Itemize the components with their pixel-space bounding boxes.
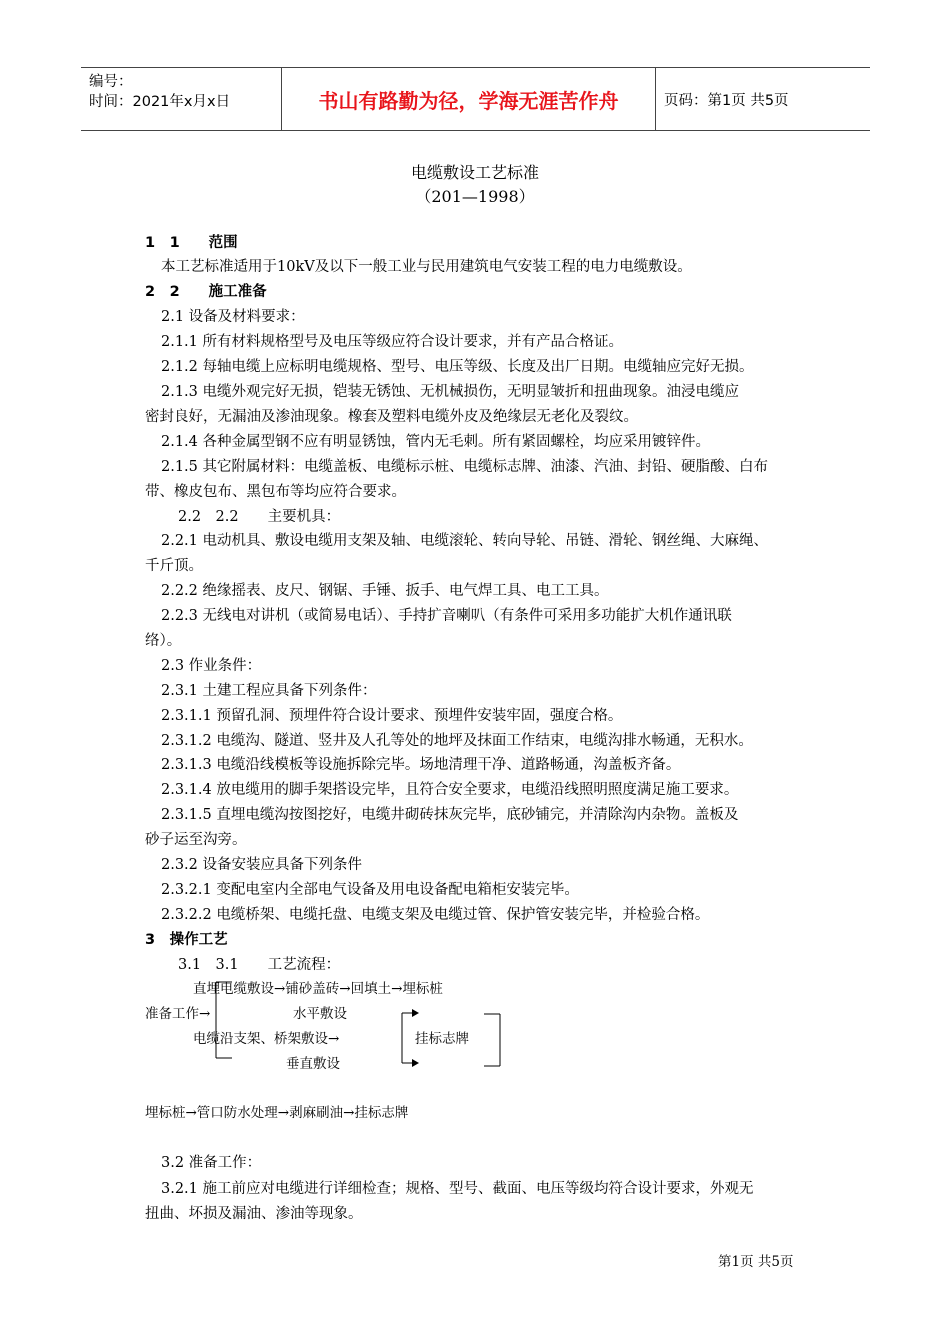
number-label: 编号： [89, 74, 133, 90]
page-footer: 第1页 共5页 [718, 1254, 794, 1270]
time-label: 时间：2021年x月x日 [89, 94, 231, 110]
paragraph-line: 密封良好，无漏油及渗油现象。橡套及塑料电缆外皮及绝缘层无老化及裂纹。 [145, 409, 638, 425]
header-slogan: 书山有路勤为径，学海无涯苦作舟 [318, 88, 619, 113]
doc-title: 电缆敷设工艺标准 [410, 163, 539, 182]
paragraph-line: 2.1.1 所有材料规格型号及电压等级应符合设计要求，并有产品合格证。 [161, 334, 624, 350]
section-heading: 1 1 范围 [145, 235, 238, 251]
paragraph-line: 2.1 设备及材料要求： [161, 309, 305, 325]
paragraph-line: 络）。 [145, 633, 182, 649]
paragraph-line: 3.1 3.1 工艺流程： [178, 957, 341, 973]
paragraph-line: 扭曲、坏损及漏油、渗油等现象。 [145, 1206, 363, 1222]
paragraph-line: 砂子运至沟旁。 [145, 832, 247, 848]
paragraph-line: 本工艺标准适用于10kV及以下一般工业与民用建筑电气安装工程的电力电缆敷设。 [161, 259, 692, 275]
flow-step-tray: 电缆沿支架、桥架敷设→ [193, 1031, 340, 1047]
paragraph-line: 2.2 2.2 主要机具： [178, 509, 341, 525]
paragraph-line: 2.2.2 绝缘摇表、皮尺、钢锯、手锤、扳手、电气焊工具、电工工具。 [161, 583, 609, 599]
section-heading: 3 操作工艺 [145, 932, 228, 948]
flow-step-prep: 准备工作→ [145, 1006, 211, 1022]
paragraph-line: 2.3.2 设备安装应具备下列条件 [161, 857, 363, 873]
doc-code: （201—1998） [415, 187, 535, 206]
paragraph-line: 千斤顶。 [145, 558, 203, 574]
paragraph-line: 3.2.1 施工前应对电缆进行详细检查；规格、型号、截面、电压等级均符合设计要求，外观无 [161, 1181, 754, 1197]
paragraph-line: 2.3.1.1 预留孔洞、预埋件符合设计要求、预埋件安装牢固，强度合格。 [161, 708, 623, 724]
paragraph-line: 2.1.4 各种金属型钢不应有明显锈蚀，管内无毛刺。所有紧固螺栓，均应采用镀锌件。 [161, 434, 711, 450]
flow-step-vertical: 垂直敷设 [286, 1056, 340, 1072]
paragraph-line: 3.2 准备工作： [161, 1155, 262, 1171]
paragraph-line: 带、橡皮包布、黑包布等均应符合要求。 [145, 484, 406, 500]
section-heading: 2 2 施工准备 [145, 284, 267, 300]
paragraph-line: 2.2.3 无线电对讲机（或简易电话）、手持扩音喇叭（有条件可采用多功能扩大机作通讯联 [161, 608, 732, 624]
paragraph-line: 2.1.5 其它附属材料：电缆盖板、电缆标示桩、电缆标志牌、油漆、汽油、封铅、硬脂酸、白布 [161, 459, 768, 475]
header-page-label: 页码：第1页 共5页 [664, 92, 789, 109]
flow-step-bottom: 埋标桩→管口防水处理→剥麻刷油→挂标志牌 [145, 1105, 409, 1121]
paragraph-line: 2.3.1.5 直埋电缆沟按图挖好，电缆井砌砖抹灰完毕，底砂铺完，并清除沟内杂物。盖板及 [161, 807, 739, 823]
paragraph-line: 2.3 作业条件： [161, 658, 262, 674]
paragraph-line: 2.3.1.2 电缆沟、隧道、竖井及人孔等处的地坪及抹面工作结束，电缆沟排水畅通，无积水。 [161, 733, 753, 749]
paragraph-line: 2.1.2 每轴电缆上应标明电缆规格、型号、电压等级、长度及出厂日期。电缆轴应完好无损。 [161, 359, 754, 375]
paragraph-line: 2.3.1.4 放电缆用的脚手架搭设完毕，且符合安全要求，电缆沿线照明照度满足施工要求。 [161, 782, 739, 798]
paragraph-line: 2.3.2.2 电缆桥架、电缆托盘、电缆支架及电缆过管、保护管安装完毕，并检验合格。 [161, 907, 710, 923]
paragraph-line: 2.3.1 土建工程应具备下列条件： [161, 683, 377, 699]
flow-step-direct-burial: 直埋电缆敷设→铺砂盖砖→回填土→埋标桩 [193, 981, 443, 997]
paragraph-line: 2.2.1 电动机具、敷设电缆用支架及轴、电缆滚轮、转向导轮、吊链、滑轮、钢丝绳、大麻绳、 [161, 533, 768, 549]
paragraph-line: 2.1.3 电缆外观完好无损，铠装无锈蚀、无机械损伤，无明显皱折和扭曲现象。油浸电缆应 [161, 384, 739, 400]
paragraph-line: 2.3.2.1 变配电室内全部电气设备及用电设备配电箱柜安装完毕。 [161, 882, 579, 898]
flow-step-tag: 挂标志牌 [415, 1031, 469, 1047]
flow-step-horizontal: 水平敷设 [293, 1006, 347, 1022]
paragraph-line: 2.3.1.3 电缆沿线模板等设施拆除完毕。场地清理干净、道路畅通，沟盖板齐备。 [161, 757, 681, 773]
